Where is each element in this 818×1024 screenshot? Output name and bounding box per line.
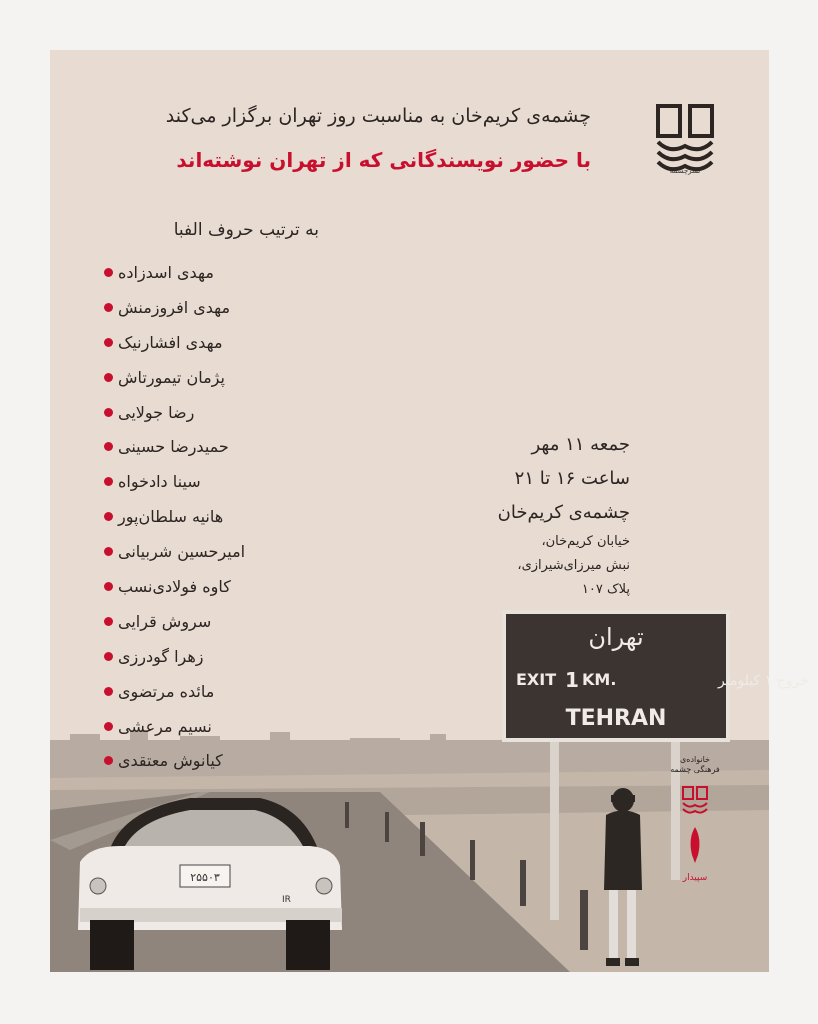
family-label: خانواده‌ی فرهنگی چشمه	[670, 755, 720, 774]
writer-name: رضا جولایی	[118, 402, 195, 422]
writer-name: پژمان تیمورتاش	[118, 367, 225, 387]
bullet-dot-icon	[104, 408, 113, 417]
bullet-dot-icon	[104, 617, 113, 626]
sign-distance: 1	[565, 668, 579, 692]
subheadline: با حضور نویسندگانی که از تهران نوشته‌اند	[176, 148, 591, 172]
event-address-line: خیابان کریم‌خان،	[541, 534, 630, 549]
writers-list	[90, 255, 350, 778]
sign-persian-exit: خروج ۱ کیلومتر	[718, 673, 809, 689]
event-time: ساعت ۱۶ تا ۲۱	[514, 468, 630, 489]
bullet-dot-icon	[104, 512, 113, 521]
car-plate: ۲۵۵۰۳	[190, 871, 220, 884]
writer-name: مهدی اسدزاده	[118, 262, 214, 282]
list-item	[90, 534, 350, 569]
event-poster	[50, 50, 809, 972]
list-item	[90, 464, 350, 499]
list-item	[90, 604, 350, 639]
bullet-dot-icon	[104, 338, 113, 347]
sepidar-label: سپیدار	[682, 873, 708, 883]
list-item	[90, 743, 350, 778]
list-item	[90, 395, 350, 430]
bullet-dot-icon	[104, 268, 113, 277]
event-address-line: پلاک ۱۰۷	[581, 582, 630, 597]
bullet-dot-icon	[104, 373, 113, 382]
sign-exit: EXIT	[516, 670, 557, 689]
bullet-dot-icon	[104, 477, 113, 486]
writer-name: هانیه سلطان‌پور	[118, 507, 224, 527]
publisher-logos	[670, 755, 720, 883]
writer-name: مهدی افشارنیک	[118, 332, 223, 352]
writer-name: امیرحسین شربیانی	[118, 542, 246, 562]
list-item	[90, 674, 350, 709]
bullet-dot-icon	[104, 582, 113, 591]
bullet-dot-icon	[104, 652, 113, 661]
list-item	[90, 569, 350, 604]
writer-name: کاوه فولادی‌نسب	[118, 576, 231, 596]
event-date: جمعه ۱۱ مهر	[531, 434, 630, 455]
bullet-dot-icon	[104, 687, 113, 696]
writer-name: نسیم مرعشی	[118, 716, 212, 736]
road-sign	[504, 612, 809, 740]
writer-name: سینا دادخواه	[118, 472, 201, 492]
event-address-line: نبش میرزای‌شیرازی،	[517, 558, 630, 573]
sign-unit: KM.	[582, 670, 617, 689]
list-item	[90, 255, 350, 290]
sepidar-feather-icon	[686, 825, 704, 865]
car-badge: IR	[282, 895, 291, 905]
bullet-dot-icon	[104, 303, 113, 312]
writer-name: زهرا گودرزی	[118, 646, 204, 666]
writer-name: سروش قرایی	[118, 611, 212, 631]
bullet-dot-icon	[104, 722, 113, 731]
list-item	[90, 360, 350, 395]
event-venue: چشمه‌ی کریم‌خان	[497, 502, 630, 523]
writer-name: مهدی افروزمنش	[118, 297, 231, 317]
list-item	[90, 429, 350, 464]
sign-persian-city: تهران	[588, 623, 644, 651]
logo-caption: نشرچشمه	[669, 167, 701, 175]
writer-name: حمیدرضا حسینی	[118, 437, 229, 457]
event-details	[498, 428, 630, 602]
sign-city: TEHRAN	[565, 706, 667, 731]
list-item	[90, 499, 350, 534]
bullet-dot-icon	[104, 756, 113, 765]
list-item	[90, 290, 350, 325]
cheshmeh-small-logo-icon	[681, 785, 709, 815]
list-item	[90, 325, 350, 360]
writer-name: مائده مرتضوی	[118, 681, 215, 701]
cheshmeh-logo-icon	[654, 102, 716, 172]
writer-name: کیانوش معتقدی	[118, 751, 223, 771]
bullet-dot-icon	[104, 442, 113, 451]
list-item	[90, 639, 350, 674]
sign-post-left	[550, 740, 559, 920]
alphabetical-note: به ترتیب حروف الفبا	[173, 220, 319, 240]
list-item	[90, 709, 350, 744]
headline: چشمه‌ی کریم‌خان به مناسبت روز تهران برگزار می‌کند	[165, 105, 591, 127]
bullet-dot-icon	[104, 547, 113, 556]
